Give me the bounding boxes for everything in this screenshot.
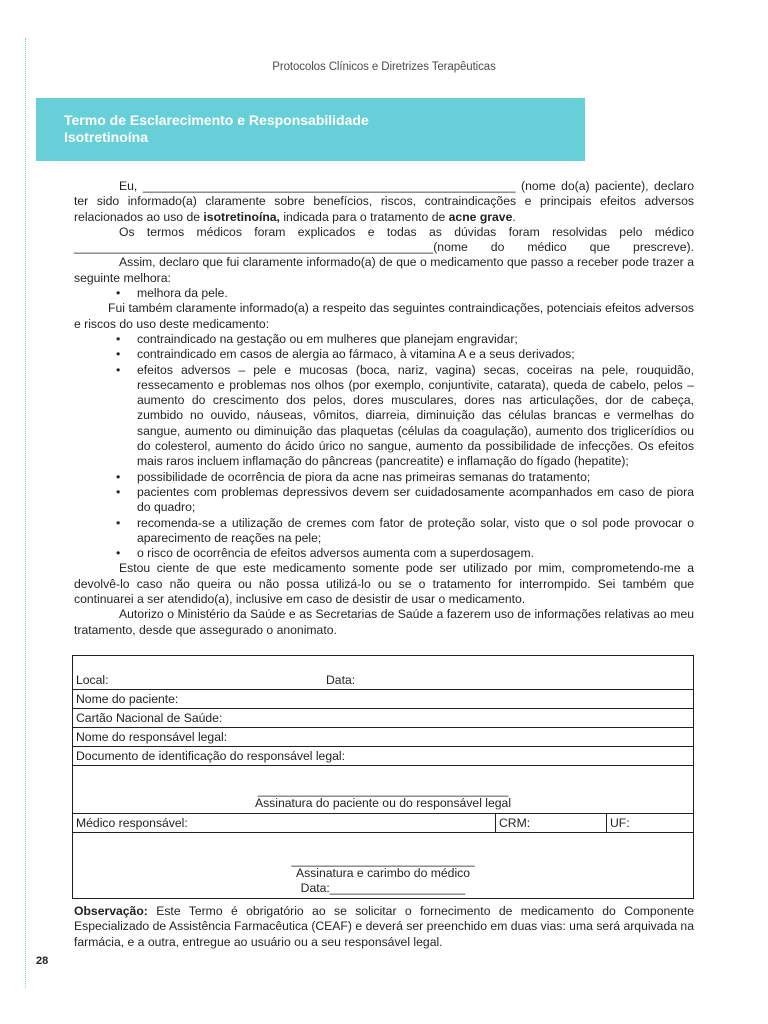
benefits-list [74, 286, 694, 301]
observation-note [74, 904, 694, 950]
paragraph-doctor: Os termos médicos foram explicados e todas as dúvidas foram resolvidas pelo médico [119, 224, 694, 239]
guardian-document-field[interactable]: Documento de identificação do responsável legal: [73, 747, 694, 766]
local-field[interactable]: Local: [76, 673, 109, 687]
patient-name-field[interactable]: Nome do paciente: [73, 690, 694, 709]
running-head: Protocolos Clínicos e Diretrizes Terapêuticas [272, 61, 496, 73]
list-item: • melhora da pele. [116, 286, 228, 301]
paragraph-commitment: Estou ciente de que este medicamento somente pode ser utilizado por mim, comprometendo-me a devolvê-lo caso não queira ou não possa utilizá-lo ou se o tratamento for interrompido. Sei também que continuarei a ser atendido(a), inclusive em caso de desistir de usar o medicamento. [74, 561, 694, 607]
title-banner [36, 98, 585, 161]
paragraph-risks-intro: Fui também claramente informado(a) a respeito das seguintes contraindicações, potenciais efeitos adversos e riscos do uso deste medicamento: [74, 301, 694, 331]
list-item: • contraindicado em casos de alergia ao fármaco, à vitamina A e a seus derivados; [116, 347, 575, 362]
health-card-field[interactable]: Cartão Nacional de Saúde: [73, 709, 694, 728]
list-item: • pacientes com problemas depressivos devem ser cuidadosamente acompanhados em caso de piora do quadro; [116, 484, 694, 515]
doctor-field[interactable]: Médico responsável: [73, 814, 496, 833]
list-item: • o risco de ocorrência de efeitos adversos aumenta com a superdosagem. [116, 546, 534, 561]
guardian-name-field[interactable]: Nome do responsável legal: [73, 728, 694, 747]
doctor-signature-label: Assinatura e carimbo do médico [295, 866, 471, 880]
signature-line: ___________________________ [291, 853, 475, 867]
patient-signature-label: Assinatura do paciente ou do responsável legal [254, 796, 512, 810]
local-date-row [73, 656, 694, 690]
risks-list [74, 332, 694, 561]
list-item: • recomenda-se a utilização de cremes com fator de proteção solar, visto que o sol pode provocar o aparecimento de reações na pele; [116, 515, 694, 545]
identification-form [72, 655, 694, 899]
paragraph-declaration: Eu, _______________________________________________________ (nome do(a) paciente), declaro ter sido informado(a) claramente sobre benefícios, riscos, contraindicações e principais efeitos adversos relacionados ao uso de isotretinoína, indicada para o tratamento de acne grave. [74, 179, 694, 224]
doctor-date-field: Data:____________________ [300, 881, 466, 895]
date-field[interactable]: Data: [326, 673, 356, 687]
doctor-signature-area[interactable] [73, 833, 694, 899]
observation-text: Este Termo é obrigatório ao se solicitar o fornecimento de medicamento do Componente Especializado de Assistência Farmacêutica (CEAF) e deverá ser preenchido em duas vias: uma será arquivada na farmácia, e a outra, entregue ao usuário ou a seu responsável legal. [74, 904, 694, 949]
margin-dotted-rule [25, 38, 26, 988]
crm-field[interactable]: CRM: [496, 814, 607, 833]
list-item: • contraindicado na gestação ou em mulheres que planejam engravidar; [116, 331, 518, 346]
uf-field[interactable]: UF: [607, 814, 694, 833]
list-item: • efeitos adversos – pele e mucosas (boca, nariz, vagina) secas, coceiras na pele, rouquidão, ressecamento e problemas nos olhos (por exemplo, conjuntivite, catarata), queda de cabelo, pelos – aumento do crescimento dos pelos, dores musculares, dores nas articulações, dor de cabeça, zumbido no ouvido, náuseas, vômitos, diarreia, diminuição das células brancas e vermelhas do sangue, aumento ou diminuição das plaquetas (células da coagulação), aumento dos triglicerídios ou do colesterol, aumento do ácido úrico no sangue, aumento da possibilidade de infecções. Os efeitos mais raros incluem inflamação do pâncreas (pancreatite) e inflamação do fígado (hepatite); [116, 362, 694, 469]
document-title: Termo de Esclarecimento e Responsabilidade [64, 112, 369, 128]
paragraph-authorization: Autorizo o Ministério da Saúde e as Secretarias de Saúde a fazerem uso de informações relativas ao meu tratamento, desde que assegurado o anonimato. [74, 607, 694, 637]
list-item: • possibilidade de ocorrência de piora da acne nas primeiras semanas do tratamento; [116, 469, 591, 484]
page-number: 28 [36, 955, 49, 967]
doctor-name-fill: _____________________________________________________(nome do médico que prescreve). [74, 240, 694, 255]
signature-line: _____________________________________ [257, 783, 509, 797]
patient-signature-area[interactable] [73, 766, 694, 814]
observation-label: Observação: [74, 904, 148, 918]
document-subtitle: Isotretinoína [64, 129, 149, 145]
term-body [74, 179, 694, 638]
paragraph-benefits-intro: Assim, declaro que fui claramente informado(a) de que o medicamento que passo a receber pode trazer a seguinte melhora: [74, 255, 694, 285]
